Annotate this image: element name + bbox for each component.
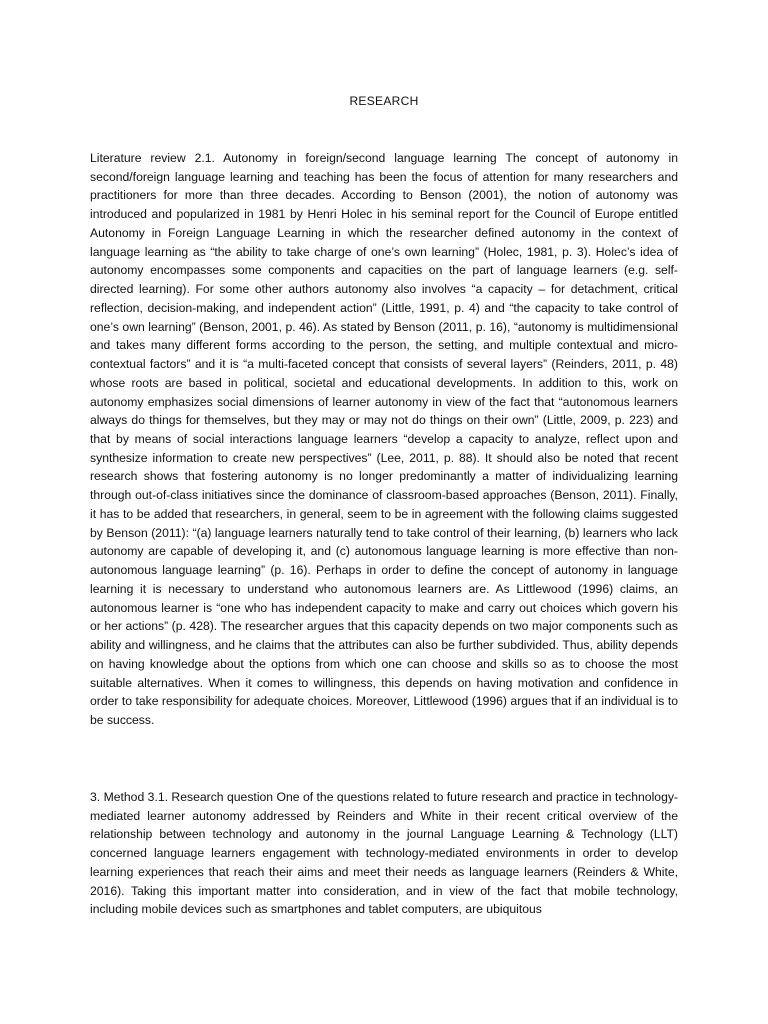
paragraph-literature-review: Literature review 2.1. Autonomy in foreign/second language learning The concept of autonomy in second/foreign language learning and teaching has been the focus of attention for many researchers and practitioners for more than three decades. According to Benson (2001), the notion of autonomy was introduced and popularized in 1981 by Henri Holec in his seminal report for the Council of Europe entitled Autonomy in Foreign Language Learning in which the researcher defined autonomy in the context of language learning as “the ability to take charge of one’s own learning” (Holec, 1981, p. 3). Holec’s idea of autonomy encompasses some components and capacities on the part of language learners (e.g. self-directed learning). For some other authors autonomy also involves “a capacity – for detachment, critical reflection, decision-making, and independent action” (Little, 1991, p. 4) and “the capacity to take control of one’s own learning” (Benson, 2001, p. 46). As stated by Benson (2011, p. 16), “autonomy is multidimensional and takes many different forms according to the person, the setting, and multiple contextual and micro-contextual factors” and it is “a multi-faceted concept that consists of several layers” (Reinders, 2011, p. 48) whose roots are based in political, societal and educational developments. In addition to this, work on autonomy emphasizes social dimensions of learner autonomy in view of the fact that “autonomous learners always do things for themselves, but they may or may not do things on their own” (Little, 2009, p. 223) and that by means of social interactions language learners “develop a capacity to analyze, reflect upon and synthesize information to create new perspectives” (Lee, 2011, p. 88). It should also be noted that recent research shows that fostering autonomy is no longer predominantly a matter of individualizing learning through out-of-class initiatives since the dominance of classroom-based approaches (Benson, 2011). Finally, it has to be added that researchers, in general, seem to be in agreement with the following claims suggested by Benson (2011): “(a) language learners naturally tend to take control of their learning, (b) learners who lack autonomy are capable of developing it, and (c) autonomous language learning is more effective than non-autonomous language learning” (p. 16). Perhaps in order to define the concept of autonomy in language learning it is necessary to understand who autonomous learners are. As Littlewood (1996) claims, an autonomous learner is “one who has independent capacity to make and carry out choices which govern his or her actions” (p. 428). The researcher argues that this capacity depends on two major components such as ability and willingness, and he claims that the attributes can also be further subdivided. Thus, ability depends on having knowledge about the options from which one can choose and skills so as to choose the most suitable alternatives. When it comes to willingness, this depends on having motivation and confidence in order to take responsibility for adequate choices. Moreover, Littlewood (1996) argues that if an individual is to be success. (90, 151, 678, 728)
document-title: RESEARCH (349, 94, 419, 108)
paragraph-method: 3. Method 3.1. Research question One of the questions related to future research and practice in technology-mediated learner autonomy addressed by Reinders and White in their recent critical overview of the relationship between technology and autonomy in the journal Language Learning & Technology (LLT) concerned language learners engagement with technology-mediated environments in order to develop learning experiences that reach their aims and meet their needs as language learners (Reinders & White, 2016). Taking this important matter into consideration, and in view of the fact that mobile technology, including mobile devices such as smartphones and tablet computers, are ubiquitous (90, 790, 678, 917)
